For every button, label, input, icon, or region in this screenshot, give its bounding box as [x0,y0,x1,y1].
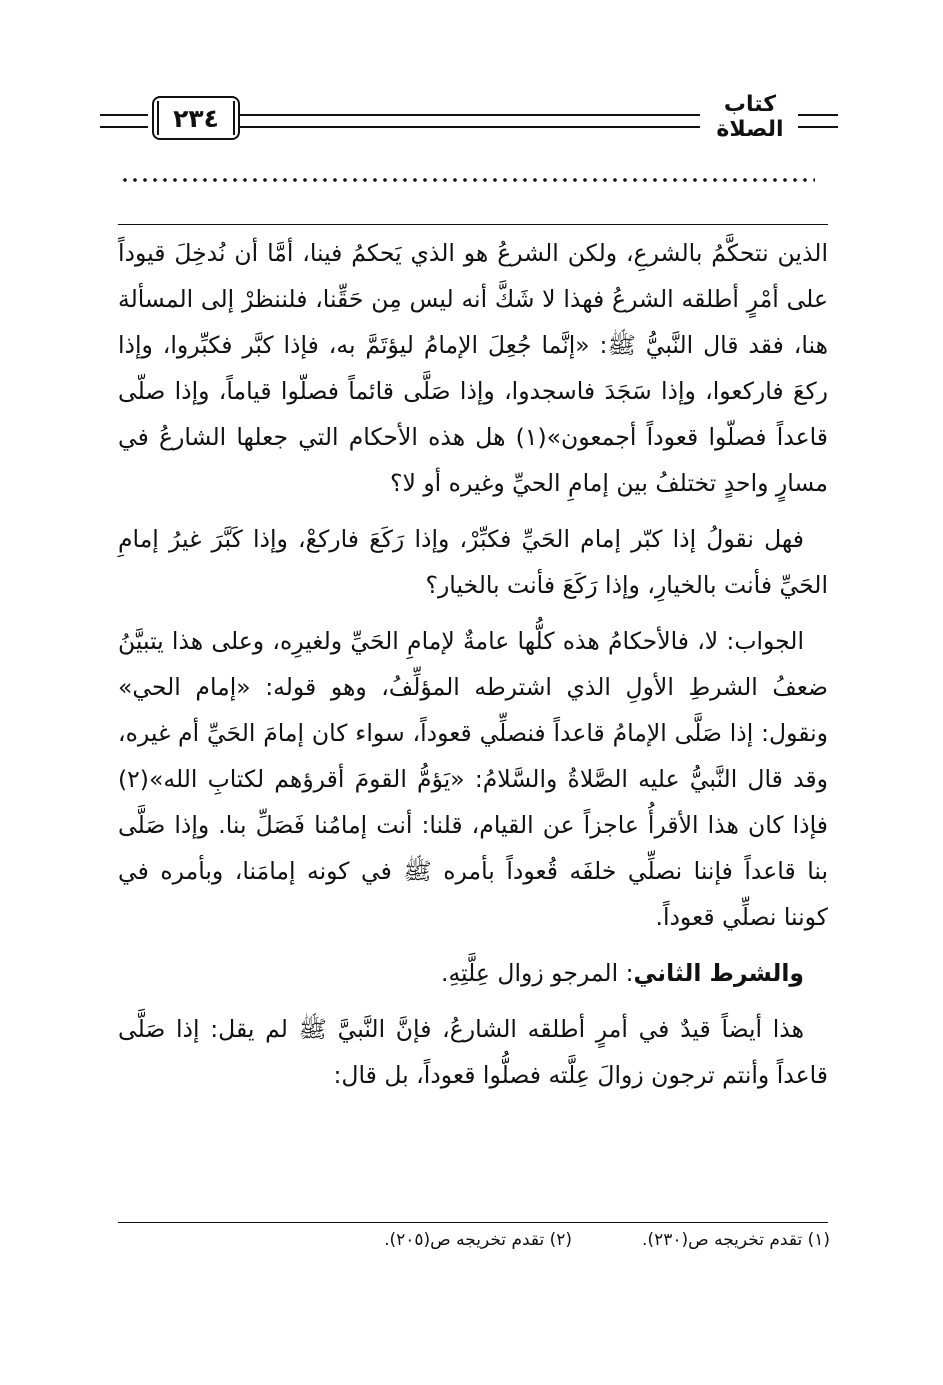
condition-text: : المرجو زوال عِلَّتِهِ. [440,959,634,987]
running-header [100,92,838,142]
header-rule-left [100,114,148,128]
condition-heading: والشرط الثاني [633,959,804,987]
footnotes [160,1230,830,1266]
page-number: ٢٣٤ [152,96,240,140]
paragraph-4: هذا أيضاً قيدٌ في أمرٍ أطلقه الشارعُ، فإنَّ النَّبيَّ ﷺ لم يقل: إذا صَلَّى قاعداً وأنتم ترجون زوالَ عِلَّته فصلُّوا قعوداً، بل قال: [118,1015,828,1089]
footnote-rule [118,1222,828,1223]
paragraph-1: الذين نتحكَّمُ بالشرعِ، ولكن الشرعُ هو الذي يَحكمُ فينا، أمَّا أن نُدخِلَ قيوداً على أمْرٍ أطلقه الشرعُ فهذا لا شَكَّ أنه ليس مِن حَقِّنا، فلننظرْ إلى المسألة هنا، فقد قال النَّبيُّ ﷺ: «إنَّما جُعِلَ الإمامُ ليؤتَمَّ به، فإذا كبَّر فكبِّروا، وإذا ركعَ فاركعوا، وإذا سَجَدَ فاسجدوا، وإذا صَلَّى قائماً فصلّوا قياماً، وإذا صلّى قاعداً فصلّوا قعوداً أجمعون»(١) هل هذه الأحكام التي جعلها الشارعُ في مسارٍ واحدٍ تختلفُ بين إمامِ الحيِّ وغيره أو لا؟ [118,239,828,497]
header-rule-right [798,114,838,128]
dotted-separator [120,176,815,184]
header-rule-middle [240,114,700,128]
condition-line [118,950,828,996]
footnote-1: (١) تقدم تخريجه ص(٢٣٠). [642,1230,830,1250]
book-title: كتاب الصلاة [716,92,784,142]
paragraph-3: الجواب: لا، فالأحكامُ هذه كلُّها عامةٌ لإمامِ الحَيِّ ولغيرِه، وعلى هذا يتبيَّنُ ضعفُ الشرطِ الأولِ الذي اشترطه المؤلِّفُ، وهو قوله: «إمام الحي» ونقول: إذا صَلَّى الإمامُ قاعداً فنصلِّي قعوداً، سواء كان إمامَ الحَيِّ أم غيره، وقد قال النَّبيُّ عليه الصَّلاةُ والسَّلامُ: «يَؤمُّ القومَ أقرؤهم لكتابِ الله»(٢) فإذا كان هذا الأقرأُ عاجزاً عن القيام، قلنا: أنت إمامُنا فَصَلِّ بنا. وإذا صَلَّى بنا قاعداً فإننا نصلِّي خلفَه قُعوداً بأمره ﷺ في كونه إمامَنا، وبأمره في كوننا نصلِّي قعوداً. [118,627,828,931]
text-top-rule [118,224,828,225]
footnote-2: (٢) تقدم تخريجه ص(٢٠٥). [384,1230,573,1250]
paragraph-2: فهل نقولُ إذا كبّر إمام الحَيِّ فكبِّرْ، وإذا رَكَعَ فاركعْ، وإذا كَبَّرَ غيرُ إمامِ الحَيِّ فأنت بالخيارِ، وإذا رَكَعَ فأنت بالخيار؟ [118,525,828,599]
main-text [118,230,828,1098]
